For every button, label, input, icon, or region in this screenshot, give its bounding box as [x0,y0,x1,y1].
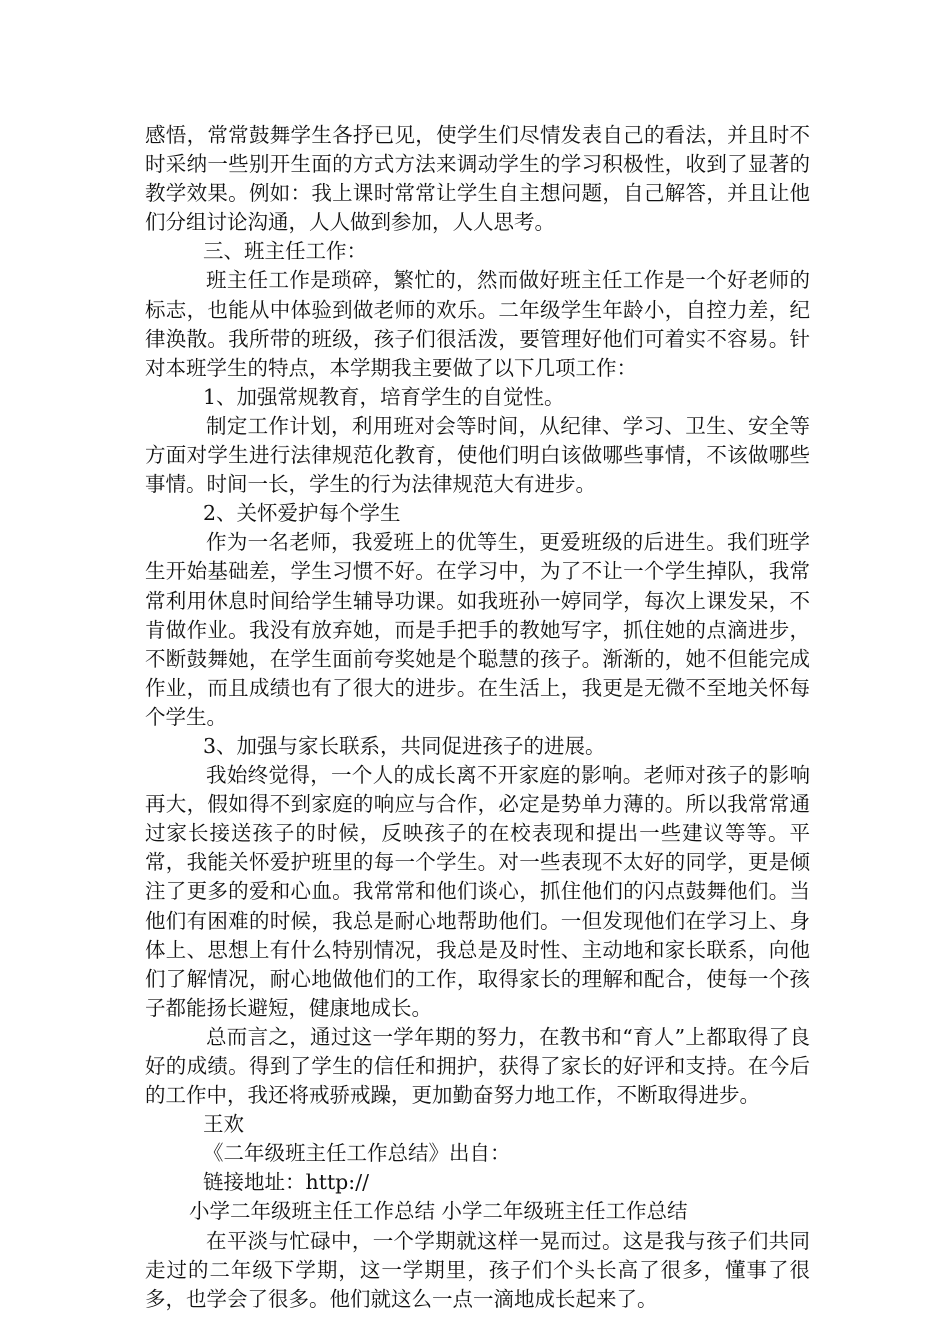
item-heading-3: 3、加强与家长联系，共同促进孩子的进展。 [203,733,606,758]
section-heading-class-teacher-work: 三、班主任工作： [203,239,367,264]
author-name: 王欢 [203,1112,244,1137]
item-heading-1: 1、加强常规教育，培育学生的自觉性。 [203,384,565,409]
source-line: 《二年级班主任工作总结》出自： [203,1141,511,1166]
item-heading-2: 2、关怀爱护每个学生 [203,501,401,526]
paragraph-item-1: 制定工作计划，利用班对会等时间，从纪律、学习、卫生、安全等方面对学生进行法律规范化教育，使他们明白该做哪些事情，不该做哪些事情。时间一长，学生的行为法律规范大有进步。 [145,413,810,497]
paragraph-item-3: 我始终觉得，一个人的成长离不开家庭的影响。老师对孩子的影响再大，假如得不到家庭的响应与合作，必定是势单力薄的。所以我常常通过家长接送孩子的时候，反映孩子的在校表现和提出一些建议等等。平常，我能关怀爱护班里的每一个学生。对一些表现不太好的同学，更是倾注了更多的爱和心血。我常常和他们谈心，抓住他们的闪点鼓舞他们。当他们有困难的时候，我总是耐心地帮助他们。一但发现他们在学习上、身体上、思想上有什么特别情况，我总是及时性、主动地和家长联系，向他们了解情况，耐心地做他们的工作，取得家长的理解和配合，使每一个孩子都能扬长避短，健康地成长。 [145,763,810,1020]
paragraph-class-teacher-work: 班主任工作是琐碎，繁忙的，然而做好班主任工作是一个好老师的标志，也能从中体验到做老师的欢乐。二年级学生年龄小，自控力差，纪律涣散。我所带的班级，孩子们很活泼，要管理好他们可着实不容易。针对本班学生的特点，本学期我主要做了以下几项工作： [145,268,810,380]
paragraph-summary: 总而言之，通过这一学年期的努力，在教书和“育人”上都取得了良好的成绩。得到了学生的信任和拥护，获得了家长的好评和支持。在今后的工作中，我还将戒骄戒躁，更加勤奋努力地工作，不断取得进步。 [145,1024,810,1108]
paragraph-item-2: 作为一名老师，我爱班上的优等生，更爱班级的后进生。我们班学生开始基础差，学生习惯不好。在学习中，为了不让一个学生掉队，我常常利用休息时间给学生辅导功课。如我班孙一婷同学，每次上课发呆，不肯做作业。我没有放弃她，而是手把手的教她写字，抓住她的点滴进步，不断鼓舞她，在学生面前夸奖她是个聪慧的孩子。渐渐的，她不但能完成作业，而且成绩也有了很大的进步。在生活上，我更是无微不至地关怀每个学生。 [145,530,810,729]
paragraph-continued: 感悟，常常鼓舞学生各抒已见，使学生们尽情发表自己的看法，并且时不时采纳一些别开生面的方式方法来调动学生的学习积极性，收到了显著的教学效果。例如：我上课时常常让学生自主想问题，自己解答，并且让他们分组讨论沟通，人人做到参加，人人思考。 [145,123,810,235]
article-title: 小学二年级班主任工作总结 小学二年级班主任工作总结 [189,1199,688,1224]
link-address: 链接地址：http:// [203,1170,370,1195]
paragraph-next-article: 在平淡与忙碌中，一个学期就这样一晃而过。这是我与孩子们共同走过的二年级下学期，这一学期里，孩子们个头长高了很多，懂事了很多，也学会了很多。他们就这么一点一滴地成长起来了。 [145,1228,810,1311]
document-body [145,121,810,1314]
